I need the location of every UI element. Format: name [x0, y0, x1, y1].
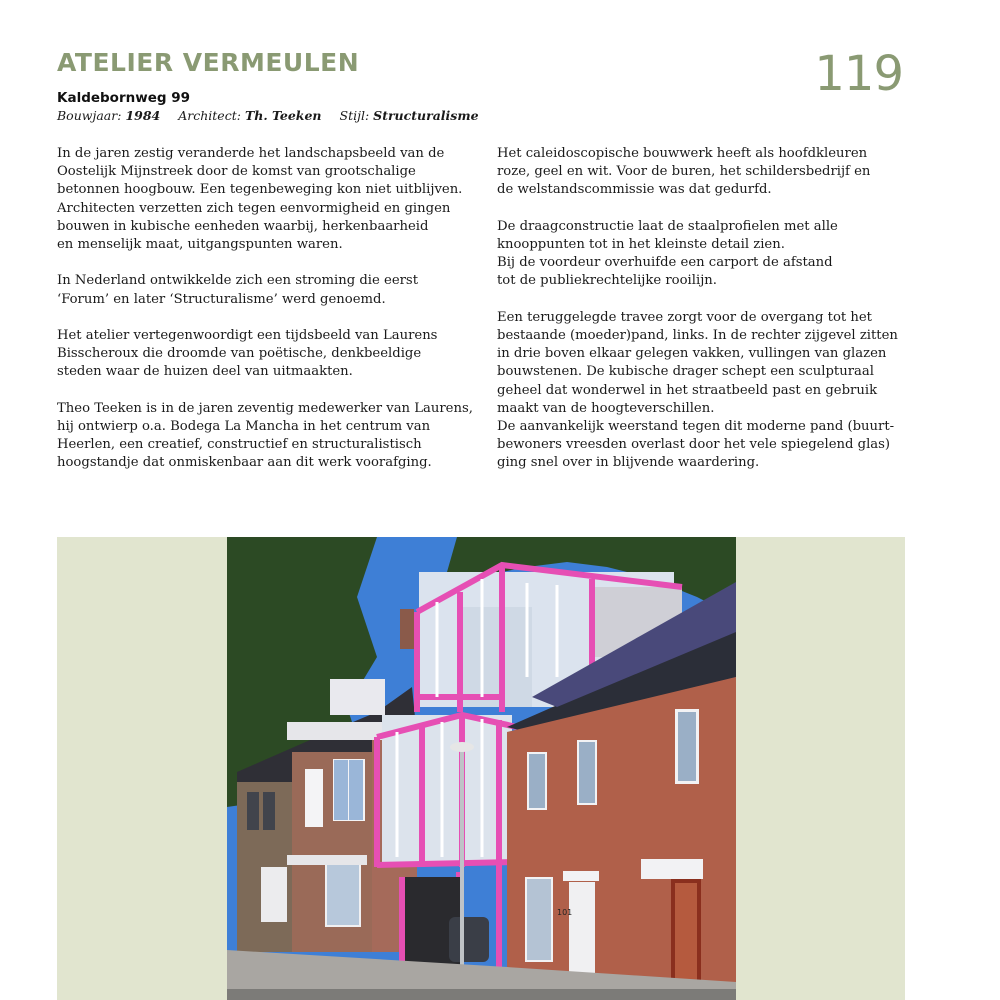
text-line: de welstandscommissie was dat gedurfd.	[497, 182, 772, 198]
paragraph	[497, 145, 917, 200]
text-line: tot de publiekrechtelijke rooilijn.	[497, 273, 717, 289]
text-line: in drie boven elkaar gelegen vakken, vullingen van glazen	[497, 346, 887, 362]
text-line: knooppunten tot in het kleinste detail zien.	[497, 237, 785, 252]
text-line: Oostelijk Mijnstreek door de komst van grootschalige	[57, 164, 416, 180]
paragraph	[57, 327, 477, 382]
paragraph	[497, 218, 917, 291]
text-line: Architecten verzetten zich tegen eenvormigheid en gingen	[57, 200, 451, 216]
meta-line	[57, 108, 493, 123]
text-line: bewoners vreesden overlast door het vele spiegelend glas)	[497, 437, 891, 453]
text-line: roze, geel en wit. Voor de buren, het schildersbedrijf en	[497, 164, 871, 180]
text-line: Theo Teeken is in de jaren zeventig medewerker van Laurens,	[57, 400, 473, 416]
text-line: ging snel over in blijvende waardering.	[497, 455, 760, 471]
text-line: Het atelier vertegenwoordigt een tijdsbeeld van Laurens	[57, 328, 438, 343]
text-line: Bisscheroux die droomde van poëtische, denkbeeldige	[57, 346, 422, 362]
text-line: Een teruggelegde travee zorgt voor de overgang tot het	[497, 309, 872, 325]
text-line: betonnen hoogbouw. Een tegenbeweging kon niet uitblijven.	[57, 182, 463, 198]
text-line: De aanvankelijk weerstand tegen dit moderne pand (buurt-	[497, 419, 895, 435]
text-line: geheel dat wonderwel in het straatbeeld past en gebruik	[497, 382, 878, 398]
meta-value-architect: Th. Teeken	[244, 108, 322, 123]
text-line: Bij de voordeur overhuifde een carport de afstand	[497, 255, 833, 271]
page-number: 119	[814, 46, 903, 102]
text-line: steden waar de huizen deel van uitmaakten.	[57, 364, 353, 380]
text-line: en menselijk maat, uitgangspunten waren.	[57, 237, 343, 253]
text-line: bouwen in kubische eenheden waarbij, herkenbaarheid	[57, 218, 429, 234]
text-line: De draagconstructie laat de staalprofielen met alle	[497, 218, 838, 234]
meta-value-year: 1984	[125, 108, 161, 123]
photo-band	[57, 537, 905, 1000]
meta-label-year: Bouwjaar:	[57, 108, 122, 123]
text-line: ‘Forum’ en later ‘Structuralisme’ werd genoemd.	[57, 291, 386, 307]
text-line: hoogstandje dat onmiskenbaar aan dit werk voorafging.	[57, 455, 432, 471]
paragraph	[57, 400, 477, 473]
building-photo	[227, 537, 736, 1000]
text-line: In de jaren zestig veranderde het landschapsbeeld van de	[57, 146, 445, 161]
house-number: 101	[557, 908, 573, 917]
page-title: ATELIER VERMEULEN	[57, 48, 360, 77]
text-line: Heerlen, een creatief, constructief en structuralistisch	[57, 437, 422, 453]
body-column-left	[57, 145, 477, 491]
paragraph	[57, 145, 477, 254]
text-line: maakt van de hoogteverschillen.	[497, 400, 715, 416]
text-line: In Nederland ontwikkelde zich een stroming die eerst	[57, 273, 419, 289]
text-line: hij ontwierp o.a. Bodega La Mancha in het centrum van	[57, 419, 431, 434]
meta-value-style: Structuralisme	[373, 108, 479, 123]
body-column-right	[497, 145, 917, 491]
paragraph	[497, 309, 917, 473]
meta-label-architect: Architect:	[178, 108, 241, 123]
address: Kaldebornweg 99	[57, 90, 191, 106]
text-line: bouwstenen. De kubische drager schept een sculpturaal	[497, 364, 874, 380]
text-line: bestaande (moeder)pand, links. In de rechter zijgevel zitten	[497, 328, 898, 343]
text-line: Het caleidoscopische bouwwerk heeft als hoofdkleuren	[497, 146, 868, 161]
paragraph	[57, 272, 477, 308]
meta-label-style: Stijl:	[339, 108, 370, 123]
